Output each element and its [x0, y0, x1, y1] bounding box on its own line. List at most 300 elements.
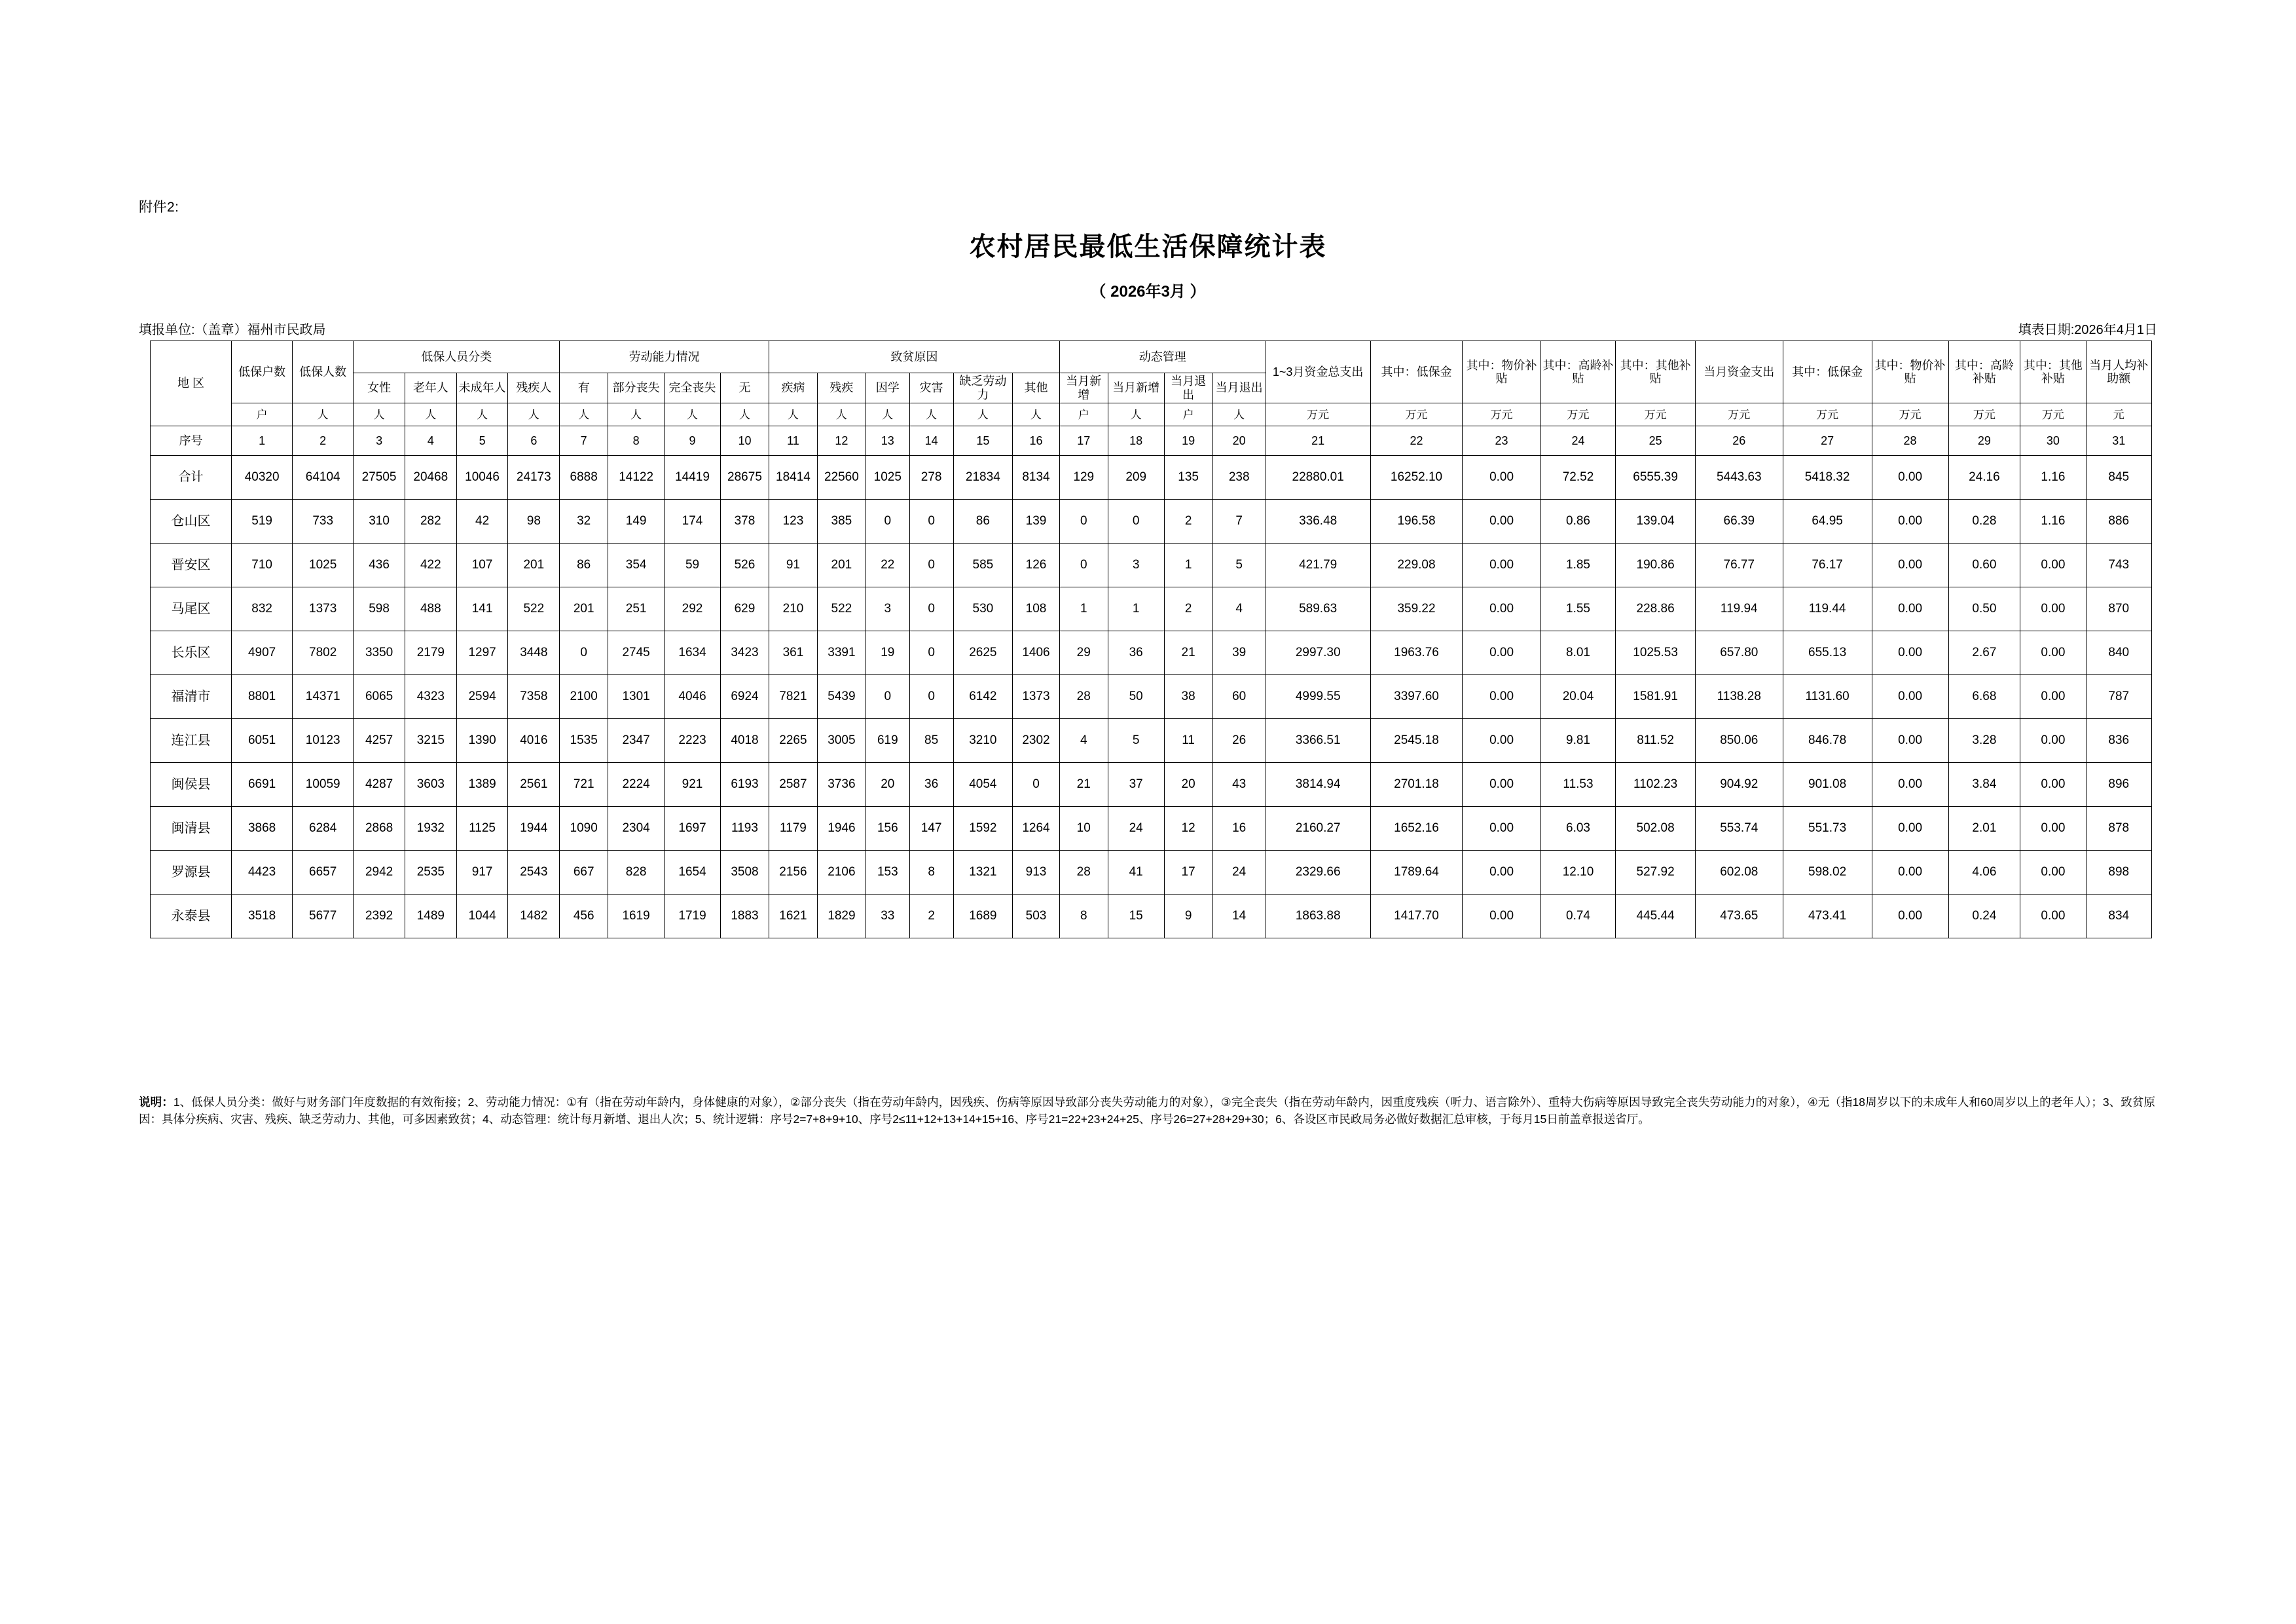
cell: 0.86 [1540, 500, 1616, 544]
cell: 2701.18 [1370, 763, 1463, 807]
sequence-number: 19 [1164, 426, 1212, 456]
cell: 585 [953, 544, 1013, 587]
cell: 836 [2086, 719, 2151, 763]
cell: 0.00 [1872, 851, 1948, 895]
cell: 14371 [293, 675, 354, 719]
cell: 1944 [508, 807, 560, 851]
table-row [151, 456, 2152, 500]
footnote-text: 1、低保人员分类：做好与财务部门年度数据的有效衔接；2、劳动能力情况：①有（指在劳动年龄内，身体健康的对象），②部分丧失（指在劳动年龄内，因残疾、伤病等原因导致部分丧失劳动能力的对象），③完全丧失（指在劳动年龄内，因重度残疾（听力、语言除外）、重特大伤病等原因导致完全丧失劳动能力的对象），④无（指18周岁以下的未成年人和60周岁以上的老年人）；3、致贫原因：具体分疾病、灾害、残疾、缺乏劳动力、其他，可多因素致贫；4、动态管理：统计每月新增、退出人次；5、统计逻辑：序号2=7+8+9+10、序号2≤11+12+13+14+15+16、序号21=22+23+24+25、序号26=27+28+29+30；6、各设区市民政局务必做好数据汇总审核，于每月15日前盖章报送省厅。 [139, 1096, 2156, 1126]
unit-new-households: 户 [1059, 403, 1108, 426]
table-row [151, 631, 2152, 675]
report-period: （ 2026年3月 ） [1090, 283, 1206, 301]
cell: 196.58 [1370, 500, 1463, 544]
row-region: 福清市 [151, 675, 232, 719]
cell: 76.77 [1695, 544, 1783, 587]
cell: 14419 [665, 456, 721, 500]
sequence-number: 22 [1370, 426, 1463, 456]
cell: 3868 [232, 807, 293, 851]
cell: 1883 [720, 895, 769, 938]
cell: 1592 [953, 807, 1013, 851]
unit-month-price-subsidy: 万元 [1872, 403, 1948, 426]
unit-partial-loss: 人 [608, 403, 665, 426]
sequence-number: 31 [2086, 426, 2151, 456]
cell: 846.78 [1783, 719, 1872, 763]
cell: 2625 [953, 631, 1013, 675]
cell: 7 [1212, 500, 1266, 544]
sequence-row [151, 426, 2152, 456]
cell: 917 [456, 851, 508, 895]
cell: 6888 [560, 456, 608, 500]
cell: 1390 [456, 719, 508, 763]
cell: 201 [817, 544, 866, 587]
cell: 2543 [508, 851, 560, 895]
cell: 4.06 [1948, 851, 2020, 895]
cell: 832 [232, 587, 293, 631]
sequence-number: 15 [953, 426, 1013, 456]
cell: 445.44 [1616, 895, 1696, 938]
cell: 20 [866, 763, 909, 807]
header-category-group: 低保人员分类 [354, 341, 560, 373]
table-row [151, 851, 2152, 895]
cell: 50 [1108, 675, 1164, 719]
cell: 2106 [817, 851, 866, 895]
sequence-number: 17 [1059, 426, 1108, 456]
cell: 1581.91 [1616, 675, 1696, 719]
header-schooling: 因学 [866, 373, 909, 403]
cell: 1025 [866, 456, 909, 500]
cell: 1321 [953, 851, 1013, 895]
cell: 4287 [354, 763, 405, 807]
header-month-price-subsidy: 其中：物价补贴 [1872, 341, 1948, 403]
sequence-number: 16 [1013, 426, 1060, 456]
cell: 64.95 [1783, 500, 1872, 544]
unit-exit-households: 户 [1164, 403, 1212, 426]
cell: 354 [608, 544, 665, 587]
header-no-labor: 无 [720, 373, 769, 403]
unit-complete-loss: 人 [665, 403, 721, 426]
cell: 4 [1212, 587, 1266, 631]
cell: 2868 [354, 807, 405, 851]
cell: 22880.01 [1266, 456, 1370, 500]
cell: 1102.23 [1616, 763, 1696, 807]
cell: 0 [909, 675, 953, 719]
cell: 421.79 [1266, 544, 1370, 587]
sequence-number: 1 [232, 426, 293, 456]
cell: 0 [866, 675, 909, 719]
unit-households: 户 [232, 403, 293, 426]
cell: 36 [1108, 631, 1164, 675]
cell: 657.80 [1695, 631, 1783, 675]
cell: 1125 [456, 807, 508, 851]
cell: 6193 [720, 763, 769, 807]
cell: 15 [1108, 895, 1164, 938]
cell: 361 [769, 631, 817, 675]
cell: 39 [1212, 631, 1266, 675]
cell: 1 [1059, 587, 1108, 631]
cell: 733 [293, 500, 354, 544]
cell: 40320 [232, 456, 293, 500]
cell: 251 [608, 587, 665, 631]
cell: 904.92 [1695, 763, 1783, 807]
table-row [151, 587, 2152, 631]
cell: 0.00 [1872, 631, 1948, 675]
sequence-number: 18 [1108, 426, 1164, 456]
sequence-number: 14 [909, 426, 953, 456]
cell: 24.16 [1948, 456, 2020, 500]
cell: 0.00 [1463, 763, 1540, 807]
cell: 156 [866, 807, 909, 851]
cell: 0.24 [1948, 895, 2020, 938]
sequence-number: 11 [769, 426, 817, 456]
cell: 98 [508, 500, 560, 544]
cell: 201 [560, 587, 608, 631]
cell: 1932 [405, 807, 456, 851]
cell: 0.00 [1463, 719, 1540, 763]
cell: 1025 [293, 544, 354, 587]
cell: 0 [1059, 544, 1108, 587]
cell: 526 [720, 544, 769, 587]
cell: 0 [909, 631, 953, 675]
row-region: 罗源县 [151, 851, 232, 895]
report-date: 填表日期:2026年4月1日 [2018, 323, 2157, 337]
attachment-label: 附件2: [139, 200, 179, 215]
cell: 1.85 [1540, 544, 1616, 587]
header-funds-month: 当月资金支出 [1695, 341, 1783, 403]
cell: 598 [354, 587, 405, 631]
cell: 527.92 [1616, 851, 1696, 895]
cell: 896 [2086, 763, 2151, 807]
cell: 3350 [354, 631, 405, 675]
cell: 22 [866, 544, 909, 587]
cell: 1535 [560, 719, 608, 763]
cell: 28 [1059, 851, 1108, 895]
cell: 28675 [720, 456, 769, 500]
cell: 0.00 [1463, 631, 1540, 675]
cell: 26 [1212, 719, 1266, 763]
cell: 3 [1108, 544, 1164, 587]
cell: 4257 [354, 719, 405, 763]
cell: 2347 [608, 719, 665, 763]
cell: 139 [1013, 500, 1060, 544]
sequence-number: 20 [1212, 426, 1266, 456]
table-row [151, 719, 2152, 763]
cell: 19 [866, 631, 909, 675]
cell: 2179 [405, 631, 456, 675]
cell: 2745 [608, 631, 665, 675]
cell: 2.01 [1948, 807, 2020, 851]
cell: 3005 [817, 719, 866, 763]
cell: 629 [720, 587, 769, 631]
cell: 6555.39 [1616, 456, 1696, 500]
cell: 2942 [354, 851, 405, 895]
cell: 33 [866, 895, 909, 938]
cell: 3 [866, 587, 909, 631]
cell: 0.00 [1463, 544, 1540, 587]
cell: 3518 [232, 895, 293, 938]
cell: 598.02 [1783, 851, 1872, 895]
cell: 4018 [720, 719, 769, 763]
cell: 1652.16 [1370, 807, 1463, 851]
header-q1-price-subsidy: 其中：物价补贴 [1463, 341, 1540, 403]
header-region: 地 区 [151, 341, 232, 426]
row-region: 马尾区 [151, 587, 232, 631]
cell: 3.84 [1948, 763, 2020, 807]
cell: 18414 [769, 456, 817, 500]
cell: 10046 [456, 456, 508, 500]
cell: 119.94 [1695, 587, 1783, 631]
cell: 456 [560, 895, 608, 938]
cell: 1697 [665, 807, 721, 851]
cell: 913 [1013, 851, 1060, 895]
cell: 0.00 [2020, 675, 2086, 719]
cell: 6.68 [1948, 675, 2020, 719]
cell: 2 [909, 895, 953, 938]
unit-funds-q1: 万元 [1266, 403, 1370, 426]
cell: 845 [2086, 456, 2151, 500]
sequence-number: 5 [456, 426, 508, 456]
cell: 14122 [608, 456, 665, 500]
cell: 8134 [1013, 456, 1060, 500]
cell: 2587 [769, 763, 817, 807]
cell: 0.00 [2020, 587, 2086, 631]
unit-month-elderly-subsidy: 万元 [1948, 403, 2020, 426]
cell: 1863.88 [1266, 895, 1370, 938]
cell: 1654 [665, 851, 721, 895]
unit-persons: 人 [293, 403, 354, 426]
cell: 2224 [608, 763, 665, 807]
cell: 86 [560, 544, 608, 587]
sequence-number: 26 [1695, 426, 1783, 456]
cell: 1389 [456, 763, 508, 807]
cell: 21834 [953, 456, 1013, 500]
cell: 5418.32 [1783, 456, 1872, 500]
unit-month-subsistence: 万元 [1783, 403, 1872, 426]
cell: 210 [769, 587, 817, 631]
header-exit-persons: 当月退出 [1212, 373, 1266, 403]
cell: 1963.76 [1370, 631, 1463, 675]
cell: 3.28 [1948, 719, 2020, 763]
cell: 3391 [817, 631, 866, 675]
cell: 209 [1108, 456, 1164, 500]
cell: 119.44 [1783, 587, 1872, 631]
cell: 76.17 [1783, 544, 1872, 587]
cell: 3397.60 [1370, 675, 1463, 719]
cell: 710 [232, 544, 293, 587]
cell: 2302 [1013, 719, 1060, 763]
footnote-prefix: 说明： [139, 1096, 173, 1109]
cell: 201 [508, 544, 560, 587]
cell: 27505 [354, 456, 405, 500]
cell: 834 [2086, 895, 2151, 938]
cell: 602.08 [1695, 851, 1783, 895]
cell: 2156 [769, 851, 817, 895]
cell: 2304 [608, 807, 665, 851]
cell: 64104 [293, 456, 354, 500]
cell: 3210 [953, 719, 1013, 763]
cell: 0.74 [1540, 895, 1616, 938]
sequence-number: 9 [665, 426, 721, 456]
cell: 190.86 [1616, 544, 1696, 587]
header-other-cause: 其他 [1013, 373, 1060, 403]
sequence-number: 27 [1783, 426, 1872, 456]
unit-female: 人 [354, 403, 405, 426]
cell: 2 [1164, 587, 1212, 631]
row-region: 永泰县 [151, 895, 232, 938]
cell: 292 [665, 587, 721, 631]
cell: 0.00 [2020, 807, 2086, 851]
cell: 7358 [508, 675, 560, 719]
header-row-units [151, 403, 2152, 426]
cell: 16252.10 [1370, 456, 1463, 500]
cell: 3215 [405, 719, 456, 763]
cell: 174 [665, 500, 721, 544]
cell: 24 [1212, 851, 1266, 895]
cell: 2265 [769, 719, 817, 763]
cell: 2.67 [1948, 631, 2020, 675]
unit-has-labor: 人 [560, 403, 608, 426]
cell: 0.00 [1463, 807, 1540, 851]
cell: 522 [508, 587, 560, 631]
cell: 2545.18 [1370, 719, 1463, 763]
cell: 2223 [665, 719, 721, 763]
unit-avg-subsidy: 元 [2086, 403, 2151, 426]
sequence-label: 序号 [151, 426, 232, 456]
cell: 8.01 [1540, 631, 1616, 675]
cell: 1 [1164, 544, 1212, 587]
cell: 2997.30 [1266, 631, 1370, 675]
cell: 589.63 [1266, 587, 1370, 631]
table-row [151, 500, 2152, 544]
cell: 126 [1013, 544, 1060, 587]
cell: 0.28 [1948, 500, 2020, 544]
cell: 1297 [456, 631, 508, 675]
sequence-number: 6 [508, 426, 560, 456]
cell: 1619 [608, 895, 665, 938]
cell: 24 [1108, 807, 1164, 851]
cell: 878 [2086, 807, 2151, 851]
header-month-other-subsidy: 其中：其他补贴 [2020, 341, 2086, 403]
unit-disabled: 人 [508, 403, 560, 426]
cell: 4016 [508, 719, 560, 763]
unit-q1-subsistence: 万元 [1370, 403, 1463, 426]
cell: 1689 [953, 895, 1013, 938]
unit-q1-elderly-subsidy: 万元 [1540, 403, 1616, 426]
cell: 0 [866, 500, 909, 544]
cell: 0.00 [1463, 456, 1540, 500]
cell: 3736 [817, 763, 866, 807]
cell: 473.65 [1695, 895, 1783, 938]
sequence-number: 10 [720, 426, 769, 456]
cell: 0.00 [1463, 500, 1540, 544]
cell: 1634 [665, 631, 721, 675]
cell: 153 [866, 851, 909, 895]
cell: 0.00 [1872, 675, 1948, 719]
cell: 721 [560, 763, 608, 807]
cell: 21 [1164, 631, 1212, 675]
header-avg-subsidy: 当月人均补助额 [2086, 341, 2151, 403]
unit-q1-price-subsidy: 万元 [1463, 403, 1540, 426]
cell: 359.22 [1370, 587, 1463, 631]
cell: 1.16 [2020, 456, 2086, 500]
cell: 1301 [608, 675, 665, 719]
cell: 422 [405, 544, 456, 587]
sequence-number: 13 [866, 426, 909, 456]
sequence-number: 4 [405, 426, 456, 456]
cell: 901.08 [1783, 763, 1872, 807]
cell: 139.04 [1616, 500, 1696, 544]
cell: 228.86 [1616, 587, 1696, 631]
cell: 436 [354, 544, 405, 587]
cell: 12 [1164, 807, 1212, 851]
unit-lack-labor: 人 [953, 403, 1013, 426]
sequence-number: 12 [817, 426, 866, 456]
header-q1-subsistence: 其中：低保金 [1370, 341, 1463, 403]
cell: 870 [2086, 587, 2151, 631]
cell: 5 [1212, 544, 1266, 587]
sequence-number: 7 [560, 426, 608, 456]
unit-funds-month: 万元 [1695, 403, 1783, 426]
unit-exit-persons: 人 [1212, 403, 1266, 426]
cell: 0 [909, 587, 953, 631]
cell: 503 [1013, 895, 1060, 938]
cell: 38 [1164, 675, 1212, 719]
cell: 282 [405, 500, 456, 544]
cell: 1373 [293, 587, 354, 631]
cell: 0.00 [2020, 544, 2086, 587]
sequence-number: 23 [1463, 426, 1540, 456]
cell: 850.06 [1695, 719, 1783, 763]
cell: 5 [1108, 719, 1164, 763]
cell: 0.00 [1872, 500, 1948, 544]
statistics-table [150, 341, 2152, 938]
unit-disaster: 人 [909, 403, 953, 426]
cell: 11.53 [1540, 763, 1616, 807]
cell: 28 [1059, 675, 1108, 719]
cell: 6051 [232, 719, 293, 763]
cell: 5443.63 [1695, 456, 1783, 500]
cell: 0.00 [1872, 456, 1948, 500]
cell: 5677 [293, 895, 354, 938]
header-new-persons: 当月新增 [1108, 373, 1164, 403]
cell: 0.60 [1948, 544, 2020, 587]
cell: 522 [817, 587, 866, 631]
cell: 0.00 [1463, 851, 1540, 895]
header-row-groups [151, 341, 2152, 373]
header-disaster: 灾害 [909, 373, 953, 403]
header-households: 低保户数 [232, 341, 293, 403]
cell: 1719 [665, 895, 721, 938]
unit-schooling: 人 [866, 403, 909, 426]
unit-minor: 人 [456, 403, 508, 426]
cell: 1406 [1013, 631, 1060, 675]
sequence-number: 29 [1948, 426, 2020, 456]
cell: 42 [456, 500, 508, 544]
cell: 378 [720, 500, 769, 544]
cell: 9 [1164, 895, 1212, 938]
header-disabled: 残疾人 [508, 373, 560, 403]
table-row [151, 763, 2152, 807]
cell: 8 [909, 851, 953, 895]
cell: 1264 [1013, 807, 1060, 851]
row-region: 闽清县 [151, 807, 232, 851]
cell: 655.13 [1783, 631, 1872, 675]
cell: 921 [665, 763, 721, 807]
sequence-number: 2 [293, 426, 354, 456]
cell: 1 [1108, 587, 1164, 631]
cell: 0.00 [2020, 895, 2086, 938]
cell: 43 [1212, 763, 1266, 807]
cell: 66.39 [1695, 500, 1783, 544]
